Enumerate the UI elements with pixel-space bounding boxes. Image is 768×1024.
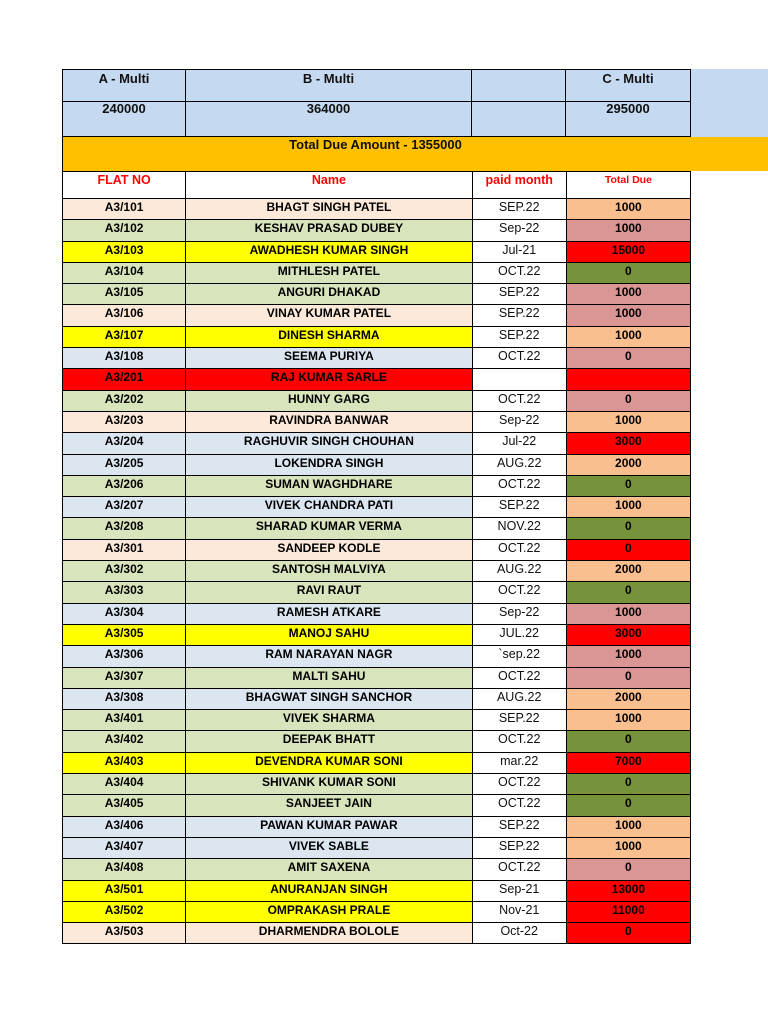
table-row [63, 688, 691, 709]
flat-no-cell[interactable]: A3/205 [63, 454, 186, 475]
total-due-cell[interactable]: 1000 [566, 646, 690, 667]
paid-month-cell[interactable]: SEP.22 [472, 710, 566, 731]
flat-no-cell[interactable]: A3/102 [63, 220, 186, 241]
paid-month-cell[interactable]: OCT.22 [472, 539, 566, 560]
header-paid-month[interactable]: paid month [472, 172, 566, 199]
total-due-cell[interactable]: 0 [566, 262, 690, 283]
total-due-cell[interactable]: 3000 [566, 624, 690, 645]
table-row [63, 241, 691, 262]
name-cell[interactable]: RAVI RAUT [186, 582, 472, 603]
total-due-cell[interactable]: 0 [566, 795, 690, 816]
flat-no-cell[interactable]: A3/405 [63, 795, 186, 816]
name-cell[interactable]: SUMAN WAGHDHARE [186, 475, 472, 496]
total-due-cell[interactable]: 0 [566, 475, 690, 496]
table-row [63, 390, 691, 411]
flat-no-cell[interactable]: A3/106 [63, 305, 186, 326]
total-due-cell[interactable]: 2000 [566, 688, 690, 709]
paid-month-cell[interactable]: OCT.22 [472, 582, 566, 603]
table-row [63, 901, 691, 922]
table-row [63, 624, 691, 645]
flat-no-cell[interactable]: A3/301 [63, 539, 186, 560]
table-row [63, 837, 691, 858]
name-cell[interactable]: LOKENDRA SINGH [186, 454, 472, 475]
flat-no-cell[interactable]: A3/302 [63, 561, 186, 582]
name-cell[interactable]: RAMESH ATKARE [186, 603, 472, 624]
flat-no-cell[interactable]: A3/104 [63, 262, 186, 283]
total-due-cell[interactable]: 0 [566, 582, 690, 603]
total-due-cell[interactable]: 0 [566, 348, 690, 369]
flat-no-cell[interactable]: A3/206 [63, 475, 186, 496]
flat-no-cell[interactable]: A3/307 [63, 667, 186, 688]
paid-month-cell[interactable]: SEP.22 [472, 816, 566, 837]
block-name-empty[interactable] [472, 69, 566, 102]
block-name-a[interactable]: A - Multi [62, 69, 186, 102]
total-due-cell[interactable]: 0 [566, 667, 690, 688]
name-cell[interactable]: AMIT SAXENA [186, 859, 472, 880]
name-cell[interactable]: MALTI SAHU [186, 667, 472, 688]
header-name[interactable]: Name [186, 172, 472, 199]
table-row [63, 411, 691, 432]
name-cell[interactable]: MITHLESH PATEL [186, 262, 472, 283]
table-row [63, 752, 691, 773]
paid-month-cell[interactable]: Sep-22 [472, 603, 566, 624]
name-cell[interactable]: ANGURI DHAKAD [186, 284, 472, 305]
flat-no-cell[interactable]: A3/202 [63, 390, 186, 411]
flat-no-cell[interactable]: A3/402 [63, 731, 186, 752]
name-cell[interactable]: DEVENDRA KUMAR SONI [186, 752, 472, 773]
name-cell[interactable]: VIVEK SABLE [186, 837, 472, 858]
table-row [63, 561, 691, 582]
table-row [63, 646, 691, 667]
header-flat-no[interactable]: FLAT NO [63, 172, 186, 199]
table-row [63, 816, 691, 837]
name-cell[interactable]: SHARAD KUMAR VERMA [186, 518, 472, 539]
paid-month-cell[interactable]: Jul-21 [472, 241, 566, 262]
name-cell[interactable]: DINESH SHARMA [186, 326, 472, 347]
paid-month-cell[interactable]: AUG.22 [472, 454, 566, 475]
block-amount-row [62, 102, 768, 137]
total-due-cell[interactable]: 0 [566, 539, 690, 560]
flat-no-cell[interactable]: A3/408 [63, 859, 186, 880]
name-cell[interactable]: RAJ KUMAR SARLE [186, 369, 472, 390]
flat-no-cell[interactable]: A3/108 [63, 348, 186, 369]
paid-month-cell[interactable]: Oct-22 [472, 923, 566, 944]
name-cell[interactable]: SANTOSH MALVIYA [186, 561, 472, 582]
paid-month-cell[interactable]: OCT.22 [472, 774, 566, 795]
total-due-cell[interactable]: 2000 [566, 561, 690, 582]
flat-no-cell[interactable]: A3/305 [63, 624, 186, 645]
name-cell[interactable]: AWADHESH KUMAR SINGH [186, 241, 472, 262]
spreadsheet [62, 69, 768, 944]
total-due-cell[interactable]: 1000 [566, 710, 690, 731]
total-due-cell[interactable]: 13000 [566, 880, 690, 901]
flat-no-cell[interactable]: A3/404 [63, 774, 186, 795]
paid-month-cell[interactable]: SEP.22 [472, 837, 566, 858]
table-row [63, 582, 691, 603]
total-due-cell[interactable] [566, 369, 690, 390]
paid-month-cell[interactable]: SEP.22 [472, 326, 566, 347]
paid-month-cell[interactable]: AUG.22 [472, 561, 566, 582]
flat-no-cell[interactable]: A3/403 [63, 752, 186, 773]
block-name-b[interactable]: B - Multi [186, 69, 472, 102]
total-due-cell[interactable]: 1000 [566, 603, 690, 624]
table-row [63, 518, 691, 539]
name-cell[interactable]: VINAY KUMAR PATEL [186, 305, 472, 326]
flat-no-cell[interactable]: A3/308 [63, 688, 186, 709]
paid-month-cell[interactable]: OCT.22 [472, 859, 566, 880]
total-due-cell[interactable]: 0 [566, 923, 690, 944]
paid-month-cell[interactable]: SEP.22 [472, 305, 566, 326]
flat-no-cell[interactable]: A3/103 [63, 241, 186, 262]
paid-month-cell[interactable]: `sep.22 [472, 646, 566, 667]
total-due-label: Total Due Amount - 1355000 [289, 137, 462, 152]
table-row [63, 454, 691, 475]
total-due-cell[interactable]: 1000 [566, 220, 690, 241]
table-row [63, 475, 691, 496]
total-due-cell[interactable]: 3000 [566, 433, 690, 454]
flat-no-cell[interactable]: A3/207 [63, 497, 186, 518]
total-due-cell[interactable]: 1000 [566, 284, 690, 305]
total-due-cell[interactable]: 0 [566, 774, 690, 795]
block-amount-empty[interactable] [472, 102, 566, 137]
name-cell[interactable]: DEEPAK BHATT [186, 731, 472, 752]
flat-no-cell[interactable]: A3/306 [63, 646, 186, 667]
paid-month-cell[interactable] [472, 369, 566, 390]
paid-month-cell[interactable]: Sep-21 [472, 880, 566, 901]
name-cell[interactable]: VIVEK CHANDRA PATI [186, 497, 472, 518]
paid-month-cell[interactable]: OCT.22 [472, 348, 566, 369]
flat-no-cell[interactable]: A3/203 [63, 411, 186, 432]
flat-no-cell[interactable]: A3/204 [63, 433, 186, 454]
block-amount-c[interactable]: 295000 [566, 102, 691, 137]
name-cell[interactable]: RAGHUVIR SINGH CHOUHAN [186, 433, 472, 454]
table-row [63, 880, 691, 901]
table-row [63, 539, 691, 560]
total-due-cell[interactable]: 1000 [566, 199, 690, 220]
paid-month-cell[interactable]: OCT.22 [472, 731, 566, 752]
paid-month-cell[interactable]: Sep-22 [472, 220, 566, 241]
total-due-cell[interactable]: 1000 [566, 326, 690, 347]
flat-no-cell[interactable]: A3/208 [63, 518, 186, 539]
total-due-bar[interactable] [62, 137, 768, 171]
table-header-row [63, 172, 691, 199]
total-due-cell[interactable]: 1000 [566, 305, 690, 326]
flat-no-cell[interactable]: A3/502 [63, 901, 186, 922]
total-due-cell[interactable]: 7000 [566, 752, 690, 773]
name-cell[interactable]: SHIVANK KUMAR SONI [186, 774, 472, 795]
table-body [63, 199, 691, 944]
flat-no-cell[interactable]: A3/401 [63, 710, 186, 731]
paid-month-cell[interactable]: mar.22 [472, 752, 566, 773]
total-due-cell[interactable]: 1000 [566, 411, 690, 432]
name-cell[interactable]: SEEMA PURIYA [186, 348, 472, 369]
name-cell[interactable]: ANURANJAN SINGH [186, 880, 472, 901]
flat-no-cell[interactable]: A3/501 [63, 880, 186, 901]
flat-no-cell[interactable]: A3/304 [63, 603, 186, 624]
block-amount-b[interactable]: 364000 [186, 102, 472, 137]
name-cell[interactable]: PAWAN KUMAR PAWAR [186, 816, 472, 837]
block-name-row [62, 69, 768, 102]
table-row [63, 433, 691, 454]
paid-month-cell[interactable]: OCT.22 [472, 262, 566, 283]
total-due-cell[interactable]: 0 [566, 859, 690, 880]
paid-month-cell[interactable]: Sep-22 [472, 411, 566, 432]
table-row [63, 795, 691, 816]
flat-no-cell[interactable]: A3/101 [63, 199, 186, 220]
block-name-c[interactable]: C - Multi [566, 69, 691, 102]
total-due-cell[interactable]: 11000 [566, 901, 690, 922]
table-row [63, 305, 691, 326]
name-cell[interactable]: HUNNY GARG [186, 390, 472, 411]
paid-month-cell[interactable]: OCT.22 [472, 667, 566, 688]
paid-month-cell[interactable]: SEP.22 [472, 497, 566, 518]
name-cell[interactable]: KESHAV PRASAD DUBEY [186, 220, 472, 241]
total-due-cell[interactable]: 0 [566, 731, 690, 752]
name-cell[interactable]: BHAGWAT SINGH SANCHOR [186, 688, 472, 709]
name-cell[interactable]: BHAGT SINGH PATEL [186, 199, 472, 220]
table-row [63, 710, 691, 731]
block-amount-a[interactable]: 240000 [62, 102, 186, 137]
paid-month-cell[interactable]: SEP.22 [472, 284, 566, 305]
paid-month-cell[interactable]: JUL.22 [472, 624, 566, 645]
total-due-cell[interactable]: 1000 [566, 497, 690, 518]
total-due-cell[interactable]: 2000 [566, 454, 690, 475]
paid-month-cell[interactable]: OCT.22 [472, 475, 566, 496]
flat-no-cell[interactable]: A3/406 [63, 816, 186, 837]
dues-table [62, 171, 691, 944]
header-total-due[interactable]: Total Due [566, 172, 690, 199]
table-row [63, 262, 691, 283]
total-due-cell[interactable]: 0 [566, 390, 690, 411]
name-cell[interactable]: OMPRAKASH PRALE [186, 901, 472, 922]
table-row [63, 667, 691, 688]
name-cell[interactable]: DHARMENDRA BOLOLE [186, 923, 472, 944]
paid-month-cell[interactable]: Nov-21 [472, 901, 566, 922]
paid-month-cell[interactable]: Jul-22 [472, 433, 566, 454]
paid-month-cell[interactable]: SEP.22 [472, 199, 566, 220]
table-row [63, 284, 691, 305]
total-due-cell[interactable]: 1000 [566, 837, 690, 858]
name-cell[interactable]: MANOJ SAHU [186, 624, 472, 645]
flat-no-cell[interactable]: A3/407 [63, 837, 186, 858]
paid-month-cell[interactable]: AUG.22 [472, 688, 566, 709]
table-row [63, 731, 691, 752]
flat-no-cell[interactable]: A3/105 [63, 284, 186, 305]
table-row [63, 859, 691, 880]
paid-month-cell[interactable]: NOV.22 [472, 518, 566, 539]
flat-no-cell[interactable]: A3/107 [63, 326, 186, 347]
total-due-cell[interactable]: 15000 [566, 241, 690, 262]
name-cell[interactable]: SANDEEP KODLE [186, 539, 472, 560]
paid-month-cell[interactable]: OCT.22 [472, 390, 566, 411]
flat-no-cell[interactable]: A3/303 [63, 582, 186, 603]
table-row [63, 497, 691, 518]
name-cell[interactable]: SANJEET JAIN [186, 795, 472, 816]
name-cell[interactable]: RAM NARAYAN NAGR [186, 646, 472, 667]
table-row [63, 348, 691, 369]
flat-no-cell[interactable]: A3/201 [63, 369, 186, 390]
total-due-cell[interactable]: 0 [566, 518, 690, 539]
table-row [63, 220, 691, 241]
name-cell[interactable]: VIVEK SHARMA [186, 710, 472, 731]
table-row [63, 603, 691, 624]
name-cell[interactable]: RAVINDRA BANWAR [186, 411, 472, 432]
table-row [63, 923, 691, 944]
total-due-cell[interactable]: 1000 [566, 816, 690, 837]
flat-no-cell[interactable]: A3/503 [63, 923, 186, 944]
table-row [63, 199, 691, 220]
table-row [63, 774, 691, 795]
table-row [63, 326, 691, 347]
paid-month-cell[interactable]: OCT.22 [472, 795, 566, 816]
table-row [63, 369, 691, 390]
